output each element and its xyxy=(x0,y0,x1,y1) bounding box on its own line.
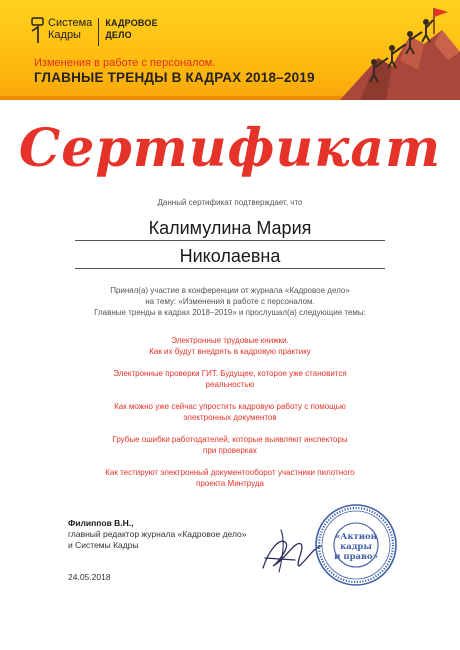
brand-logo xyxy=(30,17,158,51)
brand-name xyxy=(48,17,92,41)
topic-item xyxy=(60,434,400,456)
participation-text xyxy=(40,285,420,318)
event-subtitle: Изменения в работе с персоналом. xyxy=(34,57,216,69)
topic-item xyxy=(60,335,400,357)
topic-line: Как тестируют электронный документооборот участники пилотного xyxy=(105,468,355,477)
topic-line: Как можно уже сейчас упростить кадровую работу с помощью xyxy=(114,402,346,411)
seal-text-line1: «Актион xyxy=(335,532,377,542)
journal-name-line2: ДЕЛО xyxy=(105,30,132,40)
seal-text-line3: и право» xyxy=(334,552,378,562)
signer-role-line2: и Системы Кадры xyxy=(68,540,139,550)
seal-text-line2: кадры xyxy=(340,542,372,552)
certificate-title: Сертификат xyxy=(18,118,442,179)
company-seal xyxy=(313,502,399,588)
header-banner xyxy=(0,0,460,100)
issue-date: 24.05.2018 xyxy=(68,572,111,582)
topic-line: при проверках xyxy=(203,446,257,455)
brand-name-line1: Система xyxy=(48,17,93,29)
topic-line: Электронные трудовые книжки. xyxy=(171,336,289,345)
mountain-climbers-illustration xyxy=(330,0,460,100)
confirm-text: Данный сертификат подтверждает, что xyxy=(157,198,303,207)
topic-line: Грубые ошибки работодателей, которые выявляют инспекторы xyxy=(112,435,348,444)
signer-role-line1: главный редактор журнала «Кадровое дело» xyxy=(68,529,247,539)
brand-mark-icon xyxy=(30,17,46,47)
recipient-name-line1: Калимулина Мария xyxy=(148,218,312,238)
topic-item xyxy=(60,401,400,423)
topic-line: электронных документов xyxy=(183,413,277,422)
topic-line: Электронные проверки ГИТ. Будущее, которое уже становится xyxy=(113,369,347,378)
topic-item xyxy=(60,467,400,489)
topic-line: проекта Минтруда xyxy=(196,479,264,488)
signer-name: Филиппов В.Н., xyxy=(68,518,134,528)
recipient-name-line2: Николаевна xyxy=(179,246,281,266)
participation-line-2: на тему: «Изменения в работе с персоналом. xyxy=(145,297,315,306)
logo-divider xyxy=(98,18,99,46)
journal-name-line1: КАДРОВОЕ xyxy=(105,18,158,28)
journal-name xyxy=(105,17,158,41)
signer-block xyxy=(68,518,247,551)
topics-list xyxy=(60,335,400,500)
event-title: ГЛАВНЫЕ ТРЕНДЫ В КАДРАХ 2018–2019 xyxy=(34,70,315,85)
participation-line-1: Принял(а) участие в конференции от журнала «Кадровое дело» xyxy=(110,286,350,295)
brand-name-line2: Кадры xyxy=(48,29,81,41)
name-underline-1 xyxy=(75,240,385,241)
name-underline-2 xyxy=(75,268,385,269)
participation-line-3: Главные тренды в кадрах 2018–2019» и прослушал(а) следующие темы: xyxy=(94,308,366,317)
topic-line: Как их будут внедрять в кадровую практику xyxy=(149,347,311,356)
topic-line: реальностью xyxy=(205,380,255,389)
topic-item xyxy=(60,368,400,390)
